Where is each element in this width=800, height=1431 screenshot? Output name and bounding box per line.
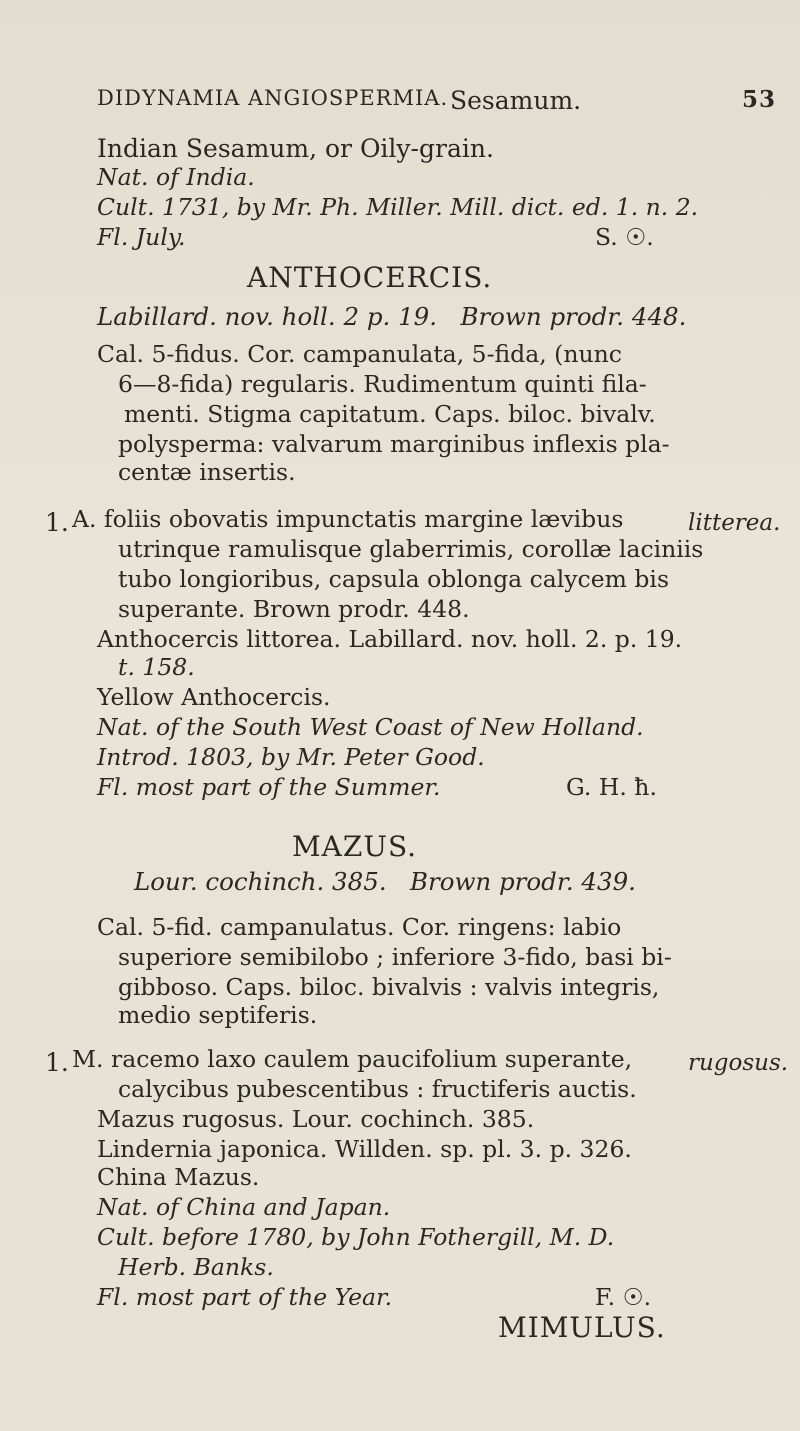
anthocercis-native: Nat. of the South West Coast of New Holland. <box>97 713 644 741</box>
mazus-synonym-1: Mazus rugosus. Lour. cochinch. 385. <box>97 1105 535 1133</box>
mazus-native: Nat. of China and Japan. <box>97 1193 391 1221</box>
sesamum-cultivation: Cult. 1731, by Mr. Ph. Miller. Mill. dict. ed. 1. n. 2. <box>97 193 699 221</box>
anthocercis-description-2: 6—8-fida) regularis. Rudimentum quinti fila- <box>118 370 647 398</box>
mazus-habitat-symbol: F. ☉. <box>595 1283 652 1311</box>
header-class-order: DIDYNAMIA ANGIOSPERMIA. <box>97 86 449 110</box>
genus-title-anthocercis: ANTHOCERCIS. <box>247 261 493 294</box>
sesamum-native: Nat. of India. <box>97 163 255 191</box>
anthocercis-species-diagnosis-4: superante. Brown prodr. 448. <box>118 595 470 623</box>
anthocercis-description-5: centæ insertis. <box>118 458 296 486</box>
anthocercis-references: Labillard. nov. holl. 2 p. 19. Brown prodr. 448. <box>97 302 687 331</box>
mazus-synonym-2: Lindernia japonica. Willden. sp. pl. 3. p. 326. <box>97 1135 632 1163</box>
anthocercis-species-diagnosis-1: A. foliis obovatis impunctatis margine lævibus <box>72 505 624 533</box>
header-genus: Sesamum. <box>450 86 582 115</box>
anthocercis-synonym: Anthocercis littorea. Labillard. nov. holl. 2. p. 19. <box>97 625 683 653</box>
anthocercis-introduced: Introd. 1803, by Mr. Peter Good. <box>97 743 485 771</box>
anthocercis-species-diagnosis-2: utrinque ramulisque glaberrimis, corollæ laciniis <box>118 535 704 563</box>
anthocercis-description-4: polysperma: valvarum marginibus inflexis pla- <box>118 430 670 458</box>
sesamum-flowering: Fl. July. <box>97 223 186 251</box>
species-epithet-littorea: litterea. <box>688 510 781 536</box>
mazus-common-name: China Mazus. <box>97 1163 260 1191</box>
mazus-description-4: medio septiferis. <box>118 1001 318 1029</box>
species-number: 1. <box>45 508 69 537</box>
mazus-description-3: gibboso. Caps. biloc. bivalvis : valvis integris, <box>118 973 660 1001</box>
mazus-cultivation: Cult. before 1780, by John Fothergill, M. D. <box>97 1223 615 1251</box>
genus-title-mimulus: MIMULUS. <box>498 1311 666 1344</box>
anthocercis-habitat-symbol: G. H. ħ. <box>566 773 657 801</box>
sesamum-common-name: Indian Sesamum, or Oily-grain. <box>97 134 494 163</box>
species-epithet-rugosus: rugosus. <box>688 1050 789 1076</box>
anthocercis-plate: t. 158. <box>118 653 195 681</box>
anthocercis-description-3: menti. Stigma capitatum. Caps. biloc. bivalv. <box>124 400 656 428</box>
mazus-herbarium: Herb. Banks. <box>118 1253 274 1281</box>
mazus-species-diagnosis-1: M. racemo laxo caulem paucifolium superante, <box>72 1045 633 1073</box>
mazus-references: Lour. cochinch. 385. Brown prodr. 439. <box>134 867 636 896</box>
mazus-flowering: Fl. most part of the Year. <box>97 1283 393 1311</box>
anthocercis-species-diagnosis-3: tubo longioribus, capsula oblonga calycem bis <box>118 565 669 593</box>
mazus-description-1: Cal. 5-fid. campanulatus. Cor. ringens: labio <box>97 913 622 941</box>
anthocercis-description-1: Cal. 5-fidus. Cor. campanulata, 5-fida, (nunc <box>97 340 622 368</box>
species-number: 1. <box>45 1048 69 1077</box>
sesamum-habitat-symbol: S. ☉. <box>595 223 654 251</box>
page-number: 53 <box>742 86 777 113</box>
anthocercis-flowering: Fl. most part of the Summer. <box>97 773 441 801</box>
genus-title-mazus: MAZUS. <box>292 830 418 863</box>
mazus-species-diagnosis-2: calycibus pubescentibus : fructiferis auctis. <box>118 1075 637 1103</box>
mazus-description-2: superiore semibilobo ; inferiore 3-fido, basi bi- <box>118 943 672 971</box>
anthocercis-common-name: Yellow Anthocercis. <box>97 683 331 711</box>
